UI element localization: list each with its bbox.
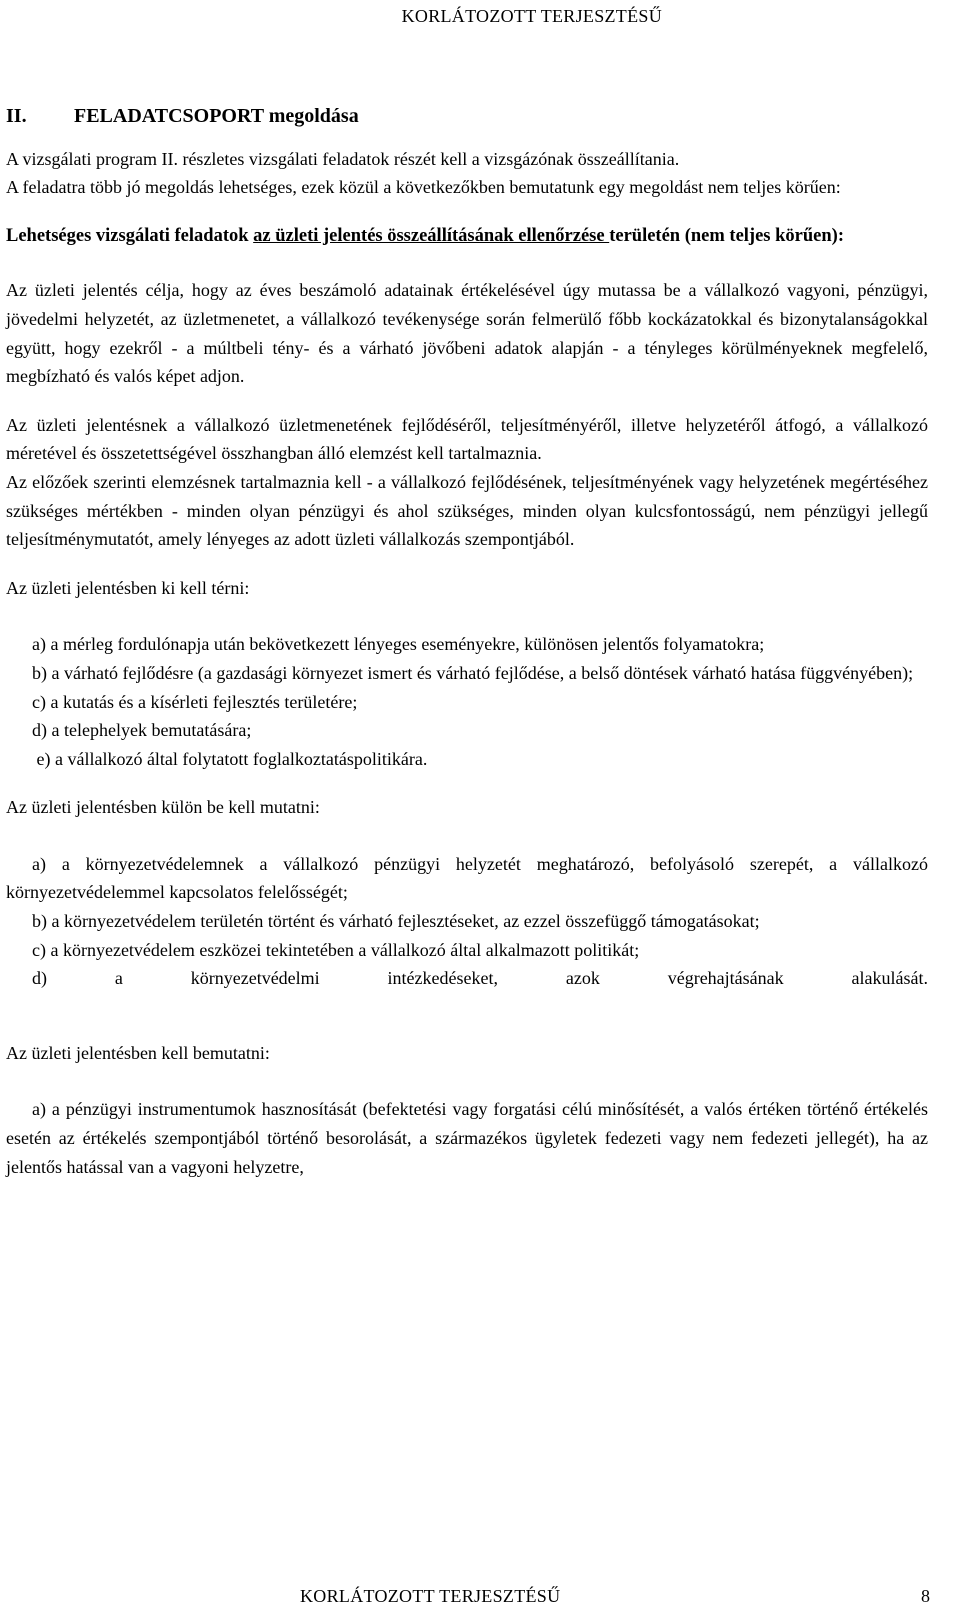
paragraph-purpose: Az üzleti jelentés célja, hogy az éves beszámoló adatainak értékelésével úgy mutassa be a vállalkozó vagyoni, pénzügyi, jövedelmi helyzetét, az üzletmenetet, a vállalkozó tevékenysége során felmerülő főbb kockázatokkal és bizonytalanságokkal együtt, hogy ezekről - a múltbeli tény- és a várható jövőbeni adatok alapján - a tényleges körülményeknek megfelelő, megbízható és valós képet adjon.: [6, 280, 928, 387]
section-a-item: c) a kutatás és a kísérleti fejlesztés területére;: [32, 691, 358, 712]
section-heading: [6, 102, 928, 131]
page-content: [6, 102, 928, 1181]
section-b-item: a) a környezetvédelemnek a vállalkozó pénzügyi helyzetét meghatározó, befolyásoló szerepét, a vállalkozó környezetvédelemmel kapcsolatos felelősségét;: [6, 853, 928, 903]
task-heading-part1: Lehetséges vizsgálati feladatok: [6, 225, 254, 246]
section-c-item: a) a pénzügyi instrumentumok hasznosítását (befektetési vagy forgatási célú minősítését, a valós értéken történő értékelés esetén az értékelés szempontjából történő besorolását, a származékos ügyletek fedezeti vagy nem fedezeti jellegét), ha az jelentős hatással van a vagyoni helyzetre,: [6, 1099, 928, 1177]
task-heading-part2: területén (nem teljes körűen):: [609, 225, 844, 246]
task-heading-underlined: az üzleti jelentés összeállításának ellenőrzése: [253, 225, 610, 246]
intro-line-2: A feladatra több jó megoldás lehetséges, ezek közül a következőkben bemutatunk egy megoldást nem teljes körűen:: [6, 177, 841, 198]
section-a-item: d) a telephelyek bemutatására;: [32, 720, 252, 741]
page-number: 8: [921, 1586, 930, 1606]
section-b-item: b) a környezetvédelem területén történt és várható fejlesztéseket, az ezzel összefüggő támogatásokat;: [32, 911, 760, 932]
section-a-item: b) a várható fejlődésre (a gazdasági környezet ismert és várható fejlődése, a belső döntések várható hatása függvényében);: [32, 662, 914, 683]
section-a-item: a) a mérleg fordulónapja után bekövetkezett lényeges eseményekre, különösen jelentős folyamatokra;: [32, 634, 765, 655]
section-b-item: c) a környezetvédelem eszközei tekintetében a vállalkozó által alkalmazott politikát;: [32, 939, 640, 960]
intro-line-1: A vizsgálati program II. részletes vizsgálati feladatok részét kell a vizsgázónak összeállítania.: [6, 148, 680, 169]
section-number: II.: [6, 105, 27, 127]
task-heading: [6, 222, 928, 251]
section-a-item: e) a vállalkozó által folytatott foglalkoztatáspolitikára.: [32, 748, 428, 769]
section-b-title: Az üzleti jelentésben külön be kell mutatni:: [6, 797, 320, 818]
page-header: [0, 6, 960, 27]
footer-label: KORLÁTOZOTT TERJESZTÉSŰ: [300, 1586, 561, 1606]
paragraph-analysis: Az üzleti jelentésnek a vállalkozó üzletmenetének fejlődéséről, teljesítményéről, illetve helyzetéről átfogó, a vállalkozó méretével és összetettségével összhangban álló elemzést kell tartalmaznia.: [6, 414, 928, 464]
paragraph-indicators: Az előzőek szerinti elemzésnek tartalmaznia kell - a vállalkozó fejlődésének, teljesítményének vagy helyzetének megértéséhez szükséges mértékben - minden olyan pénzügyi és ahol szükséges, minden olyan kulcsfontosságú, nem pénzügyi jellegű teljesítménymutatót, amely lényeges az adott üzleti vállalkozás szempontjából.: [6, 471, 928, 550]
section-title: FELADATCSOPORT megoldása: [74, 105, 359, 127]
section-b-item: d) a környezetvédelmi intézkedéseket, azok végrehajtásának alakulását.: [32, 968, 928, 989]
section-c-title: Az üzleti jelentésben kell bemutatni:: [6, 1042, 270, 1063]
section-a-title: Az üzleti jelentésben ki kell térni:: [6, 577, 250, 598]
header-label: KORLÁTOZOTT TERJESZTÉSŰ: [401, 6, 662, 26]
